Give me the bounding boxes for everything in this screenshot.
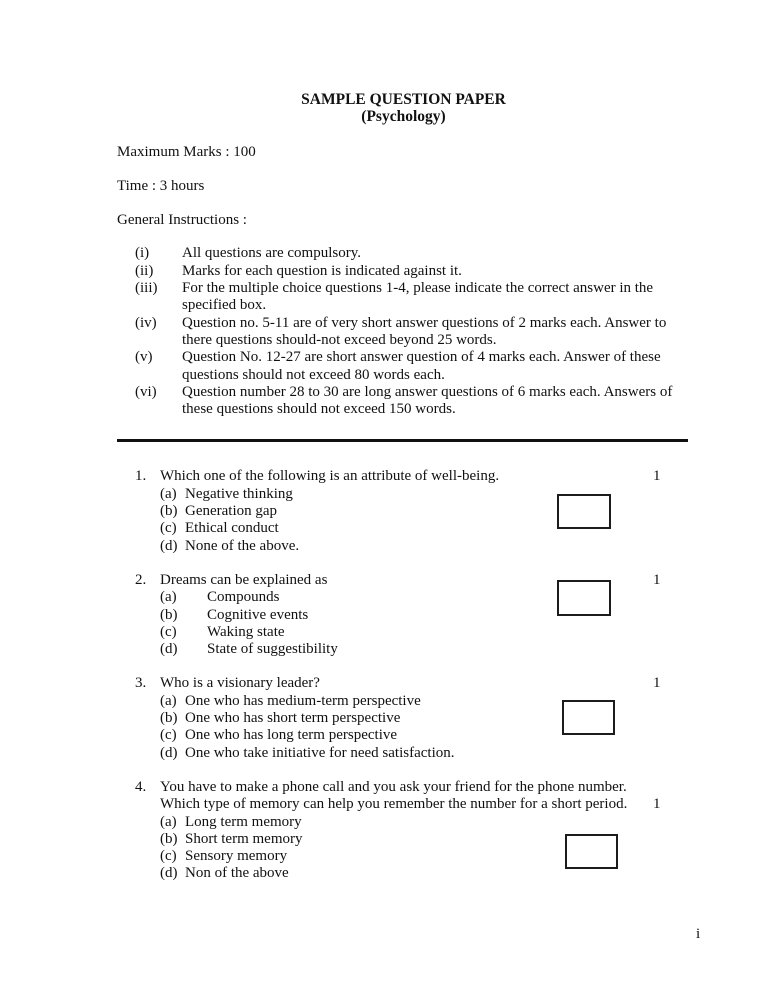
option-letter: (a) (160, 589, 177, 606)
instruction-item (117, 315, 690, 350)
marks-value: 1 (653, 675, 661, 692)
option-text: Long term memory (185, 813, 302, 830)
option-text: None of the above. (185, 537, 300, 554)
marks-value: 1 (653, 468, 661, 485)
general-instructions-list (117, 245, 690, 418)
instruction-number: (i) (135, 245, 150, 262)
option-text: One who take initiative for need satisfaction. (185, 744, 455, 761)
option-text: Short term memory (185, 830, 303, 847)
answer-box (565, 834, 618, 869)
instruction-text: All questions are compulsory. (182, 245, 361, 262)
option-text: One who has medium-term perspective (185, 692, 421, 709)
answer-box (557, 494, 611, 529)
option-text: Compounds (207, 589, 280, 606)
instruction-number: (iv) (135, 314, 157, 331)
instruction-item (117, 349, 690, 384)
option-text: State of suggestibility (207, 641, 338, 658)
option-letter: (c) (160, 848, 177, 865)
option-letter: (d) (160, 865, 178, 882)
page-number: i (696, 926, 701, 942)
instruction-number: (ii) (135, 262, 154, 279)
instruction-item (117, 384, 690, 419)
marks-value: 1 (653, 795, 661, 812)
question-3 (117, 675, 690, 761)
option-letter: (b) (160, 830, 178, 847)
option-letter: (d) (160, 641, 178, 658)
option-text: Cognitive events (207, 606, 309, 623)
option-a (160, 814, 690, 831)
option-d (160, 745, 690, 762)
option-d (160, 538, 690, 555)
instruction-item (117, 245, 690, 262)
option-text: Ethical conduct (185, 520, 279, 537)
time-line: Time : 3 hours (117, 177, 205, 194)
question-number: 1. (135, 468, 147, 485)
option-letter: (c) (160, 520, 177, 537)
question-number: 2. (135, 571, 147, 588)
marks-value: 1 (653, 571, 661, 588)
question-number: 3. (135, 675, 147, 692)
option-letter: (c) (160, 727, 177, 744)
option-text: One who has long term perspective (185, 727, 398, 744)
max-marks-line: Maximum Marks : 100 (117, 143, 256, 160)
option-letter: (d) (160, 537, 178, 554)
option-text: Waking state (207, 623, 285, 640)
instruction-item (117, 263, 690, 280)
instruction-number: (iii) (135, 280, 158, 297)
question-line (117, 779, 690, 814)
question-line (117, 468, 690, 485)
section-divider (117, 439, 688, 442)
page-title: SAMPLE QUESTION PAPER (301, 91, 506, 108)
question-text: Dreams can be explained as (160, 571, 328, 588)
instruction-text: Question number 28 to 30 are long answer questions of 6 marks each. Answers of these questions should not exceed 150 words. (182, 383, 673, 418)
instruction-number: (v) (135, 349, 153, 366)
instruction-number: (vi) (135, 383, 157, 400)
option-letter: (a) (160, 485, 177, 502)
question-4 (117, 779, 690, 883)
question-1 (117, 468, 690, 554)
option-letter: (c) (160, 623, 177, 640)
option-letter: (b) (160, 710, 178, 727)
question-text: Who is a visionary leader? (160, 675, 320, 692)
page-content (117, 0, 690, 883)
question-text: You have to make a phone call and you ask your friend for the phone number. Which type of memory can help you remember the number for a short period. (160, 778, 628, 813)
option-d (160, 641, 690, 658)
answer-box (557, 580, 611, 616)
option-text: Generation gap (185, 503, 278, 520)
option-text: Sensory memory (185, 848, 288, 865)
instruction-text: Question No. 12-27 are short answer question of 4 marks each. Answer of these questions should not exceed 80 words each. (182, 349, 661, 383)
option-letter: (a) (160, 813, 177, 830)
option-letter: (d) (160, 744, 178, 761)
instructions-heading: General Instructions : (117, 212, 247, 229)
instruction-text: For the multiple choice questions 1-4, please indicate the correct answer in the specified box. (182, 280, 654, 314)
document-header (117, 91, 690, 126)
question-line (117, 675, 690, 692)
question-2 (117, 572, 690, 658)
answer-box (562, 700, 615, 735)
question-number: 4. (135, 778, 147, 795)
option-text: Negative thinking (185, 485, 293, 502)
instruction-text: Marks for each question is indicated against it. (182, 262, 462, 279)
option-c (160, 624, 690, 641)
page-subtitle: (Psychology) (361, 108, 446, 126)
instruction-item (117, 280, 690, 315)
instruction-text: Question no. 5-11 are of very short answer questions of 2 marks each. Answer to there questions should-not exceed beyond 25 words. (182, 314, 667, 348)
option-text: One who has short term perspective (185, 710, 401, 727)
option-letter: (a) (160, 692, 177, 709)
option-letter: (b) (160, 606, 178, 623)
option-text: Non of the above (185, 865, 289, 882)
question-text: Which one of the following is an attribute of well-being. (160, 468, 500, 485)
option-letter: (b) (160, 503, 178, 520)
